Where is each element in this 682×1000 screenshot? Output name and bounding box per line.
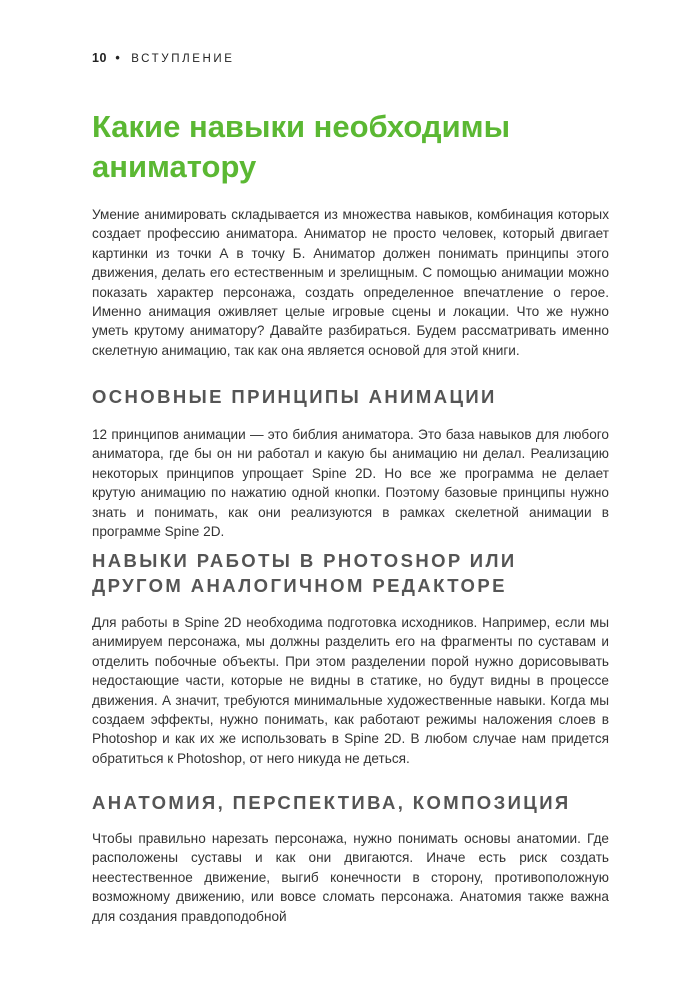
section-body-photoshop-skills: Для работы в Spine 2D необходима подготовка исходников. Например, если мы анимируем персонажа, мы должны разделить его на фрагменты по суставам и отделить побочные объекты. При этом разделении порой нужно дорисовывать недостающие части, которые не видны в статике, но будут видны в процессе движения. А значит, требуются минимальные художественные навыки. Когда мы создаем эффекты, нужно понимать, как работают режимы наложения слоев в Photoshop и как их же использовать в Spine 2D. В любом случае нам придется обратиться к Photoshop, от него никуда не деться.	[92, 615, 609, 766]
chapter-title: Какие навыки необходимы аниматору	[92, 109, 511, 184]
page-number: 10	[92, 51, 107, 65]
section-heading-photoshop-skills: НАВЫКИ РАБОТЫ В PHOTOSHOP ИЛИ ДРУГОМ АНАЛОГИЧНОМ РЕДАКТОРЕ	[92, 550, 517, 596]
section-heading-anatomy: АНАТОМИЯ, ПЕРСПЕКТИВА, КОМПОЗИЦИЯ	[92, 792, 571, 813]
running-head-bullet: •	[115, 51, 122, 65]
running-head	[92, 51, 235, 65]
running-head-section: ВСТУПЛЕНИЕ	[131, 53, 235, 65]
section-body-anatomy: Чтобы правильно нарезать персонажа, нужно понимать основы анатомии. Где расположены суставы и как они двигаются. Иначе есть риск создать неестественное движение, выгиб конечности в сторону, противоположную возможному движению, или вовсе сломать персонажа. Анатомия также важна для создания правдоподобной	[92, 831, 609, 924]
intro-paragraph: Умение анимировать складывается из множества навыков, комбинация которых создает профессию аниматора. Аниматор не просто человек, который двигает картинки из точки А в точку Б. Аниматор должен понимать принципы этого движения, делать его естественным и зрелищным. С помощью анимации можно показать характер персонажа, создать определенное впечатление о герое. Именно анимация оживляет целые игровые сцены и локации. Что же нужно уметь крутому аниматору? Давайте разбираться. Будем рассматривать именно скелетную анимацию, так как она является основой для этой книги.	[92, 207, 609, 358]
section-heading-animation-principles: ОСНОВНЫЕ ПРИНЦИПЫ АНИМАЦИИ	[92, 386, 497, 407]
section-body-animation-principles: 12 принципов анимации — это библия аниматора. Это база навыков для любого аниматора, где бы он ни работал и какую бы анимацию ни делал. Реализацию некоторых принципов упрощает Spine 2D. Но все же программа не делает крутую анимацию по нажатию одной кнопки. Поэтому базовые принципы нужно знать и понимать, как они реализуются в рамках скелетной анимации в программе Spine 2D.	[92, 427, 609, 540]
